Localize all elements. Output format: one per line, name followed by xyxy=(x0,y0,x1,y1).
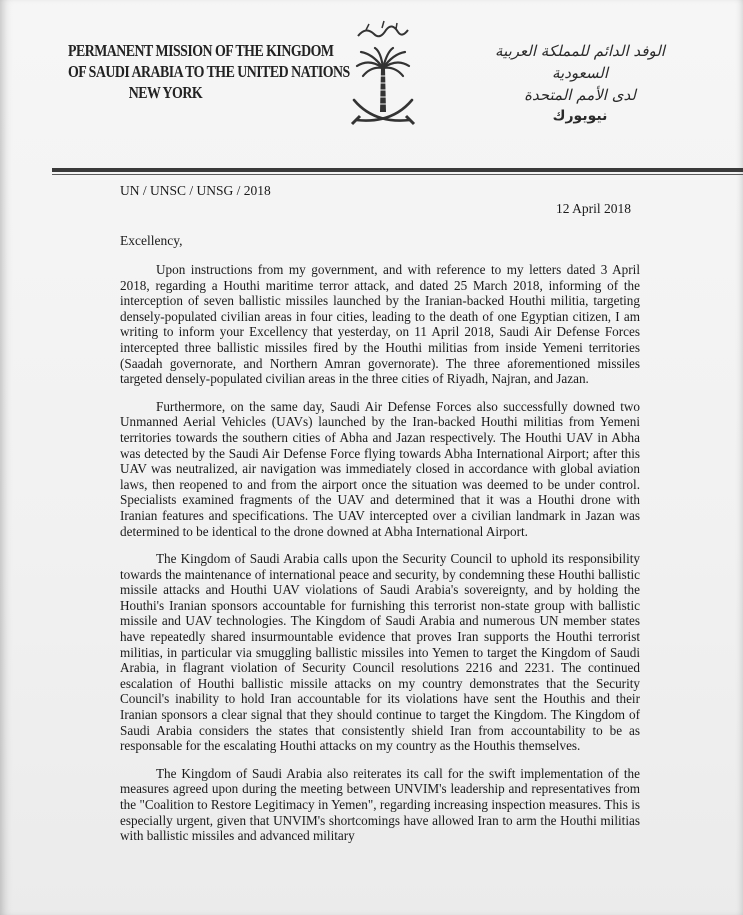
salutation: Excellency, xyxy=(120,233,183,248)
mission-line-2: OF SAUDI ARABIA TO THE UNITED NATIONS xyxy=(68,62,350,81)
arabic-line-1: الوفد الدائم للمملكة العربية السعودية xyxy=(495,42,665,82)
palm-and-crossed-swords-emblem xyxy=(346,16,420,134)
letter-body xyxy=(120,262,640,856)
paragraph-2: Furthermore, on the same day, Saudi Air Defense Forces also successfully downed two Unmanned Aerial Vehicles (UAVs) launched by the Iran-backed Houthi militias from Yemeni territories towards the southern cities of Abha and Jazan respectively. The Houthi UAV in Abha was detected by the Saudi Air Defense Force flying towards Abha International Airport; after this UAV was neutralized, air navigation was immediately closed in accordance with global aviation laws, then reopened to and from the airport once the situation was deemed to be under control. Specialists examined fragments of the UAV and determined that it was a Houthi drone with Iranian features and specifications. The UAV intercepted over a civilian landmark in Jazan was determined to be identical to the drone downed at Abha International Airport. xyxy=(120,398,640,539)
mission-name-arabic xyxy=(474,40,686,126)
reference-number: UN / UNSC / UNSG / 2018 xyxy=(120,183,271,198)
mission-line-1: PERMANENT MISSION OF THE KINGDOM xyxy=(68,41,334,60)
header-divider xyxy=(52,168,743,172)
paragraph-3: The Kingdom of Saudi Arabia calls upon the Security Council to uphold its responsibility towards the maintenance of international peace and security, by condemning these Houthi ballistic missile attacks and Houthi UAV violations of Saudi Arabia's sovereignty, and by holding the Houthi's Iranian sponsors accountable for furnishing this terrorist non-state group with ballistic missile and UAV technologies. The Kingdom of Saudi Arabia and numerous UN member states have repeatedly shared insurmountable evidence that proves Iran supports the Houthi terrorist militias, in particular via smuggling ballistic missiles into Yemen to target the Kingdom of Saudi Arabia, in flagrant violation of Security Council resolutions 2216 and 2231. The continued escalation of Houthi ballistic missile attacks on my country demonstrates that the Security Council's inability to hold Iran accountable for its violations have sent the Houthis and their Iranian sponsors a clear signal that they should continue to target the Kingdom. The Kingdom of Saudi Arabia considers the states that consistently shield Iran from accountability to be as responsable for the escalating Houthi attacks on my country as the Houthis themselves. xyxy=(120,551,640,754)
letter-date: 12 April 2018 xyxy=(556,201,632,216)
mission-name-english xyxy=(68,40,350,103)
header-divider-thin xyxy=(52,174,743,175)
paragraph-1: Upon instructions from my government, and with reference to my letters dated 3 April 2018, regarding a Houthi maritime terror attack, and dated 25 March 2018, informing of the interception of seven ballistic missiles launched by the Iranian-backed Houthi militia, targeting densely-populated civilian areas in four cities, leading to the death of one Egyptian citizen, I am writing to inform your Excellency that yesterday, on 11 April 2018, Saudi Air Defense Forces intercepted three ballistic missiles fired by the Houthi militias from inside Yemeni territories (Saadah governorate, and Northern Amran governorate). The three aforementioned missiles targeted densely-populated civilian areas in the three cities of Riyadh, Najran, and Jazan. xyxy=(120,262,640,387)
paragraph-4: The Kingdom of Saudi Arabia also reiterates its call for the swift implementation of the measures agreed upon during the meeting between UNVIM's leadership and representatives from the "Coalition to Restore Legitimacy in Yemen", regarding increasing inspection measures. This is especially urgent, given that UNVIM's shortcomings have allowed Iran to arm the Houthi militias with ballistic missiles and advanced military xyxy=(120,765,640,844)
mission-line-3: NEW YORK xyxy=(128,83,203,102)
arabic-line-2: لدى الأمم المتحدة xyxy=(524,86,636,104)
arabic-line-3: نيويورك xyxy=(552,108,608,124)
